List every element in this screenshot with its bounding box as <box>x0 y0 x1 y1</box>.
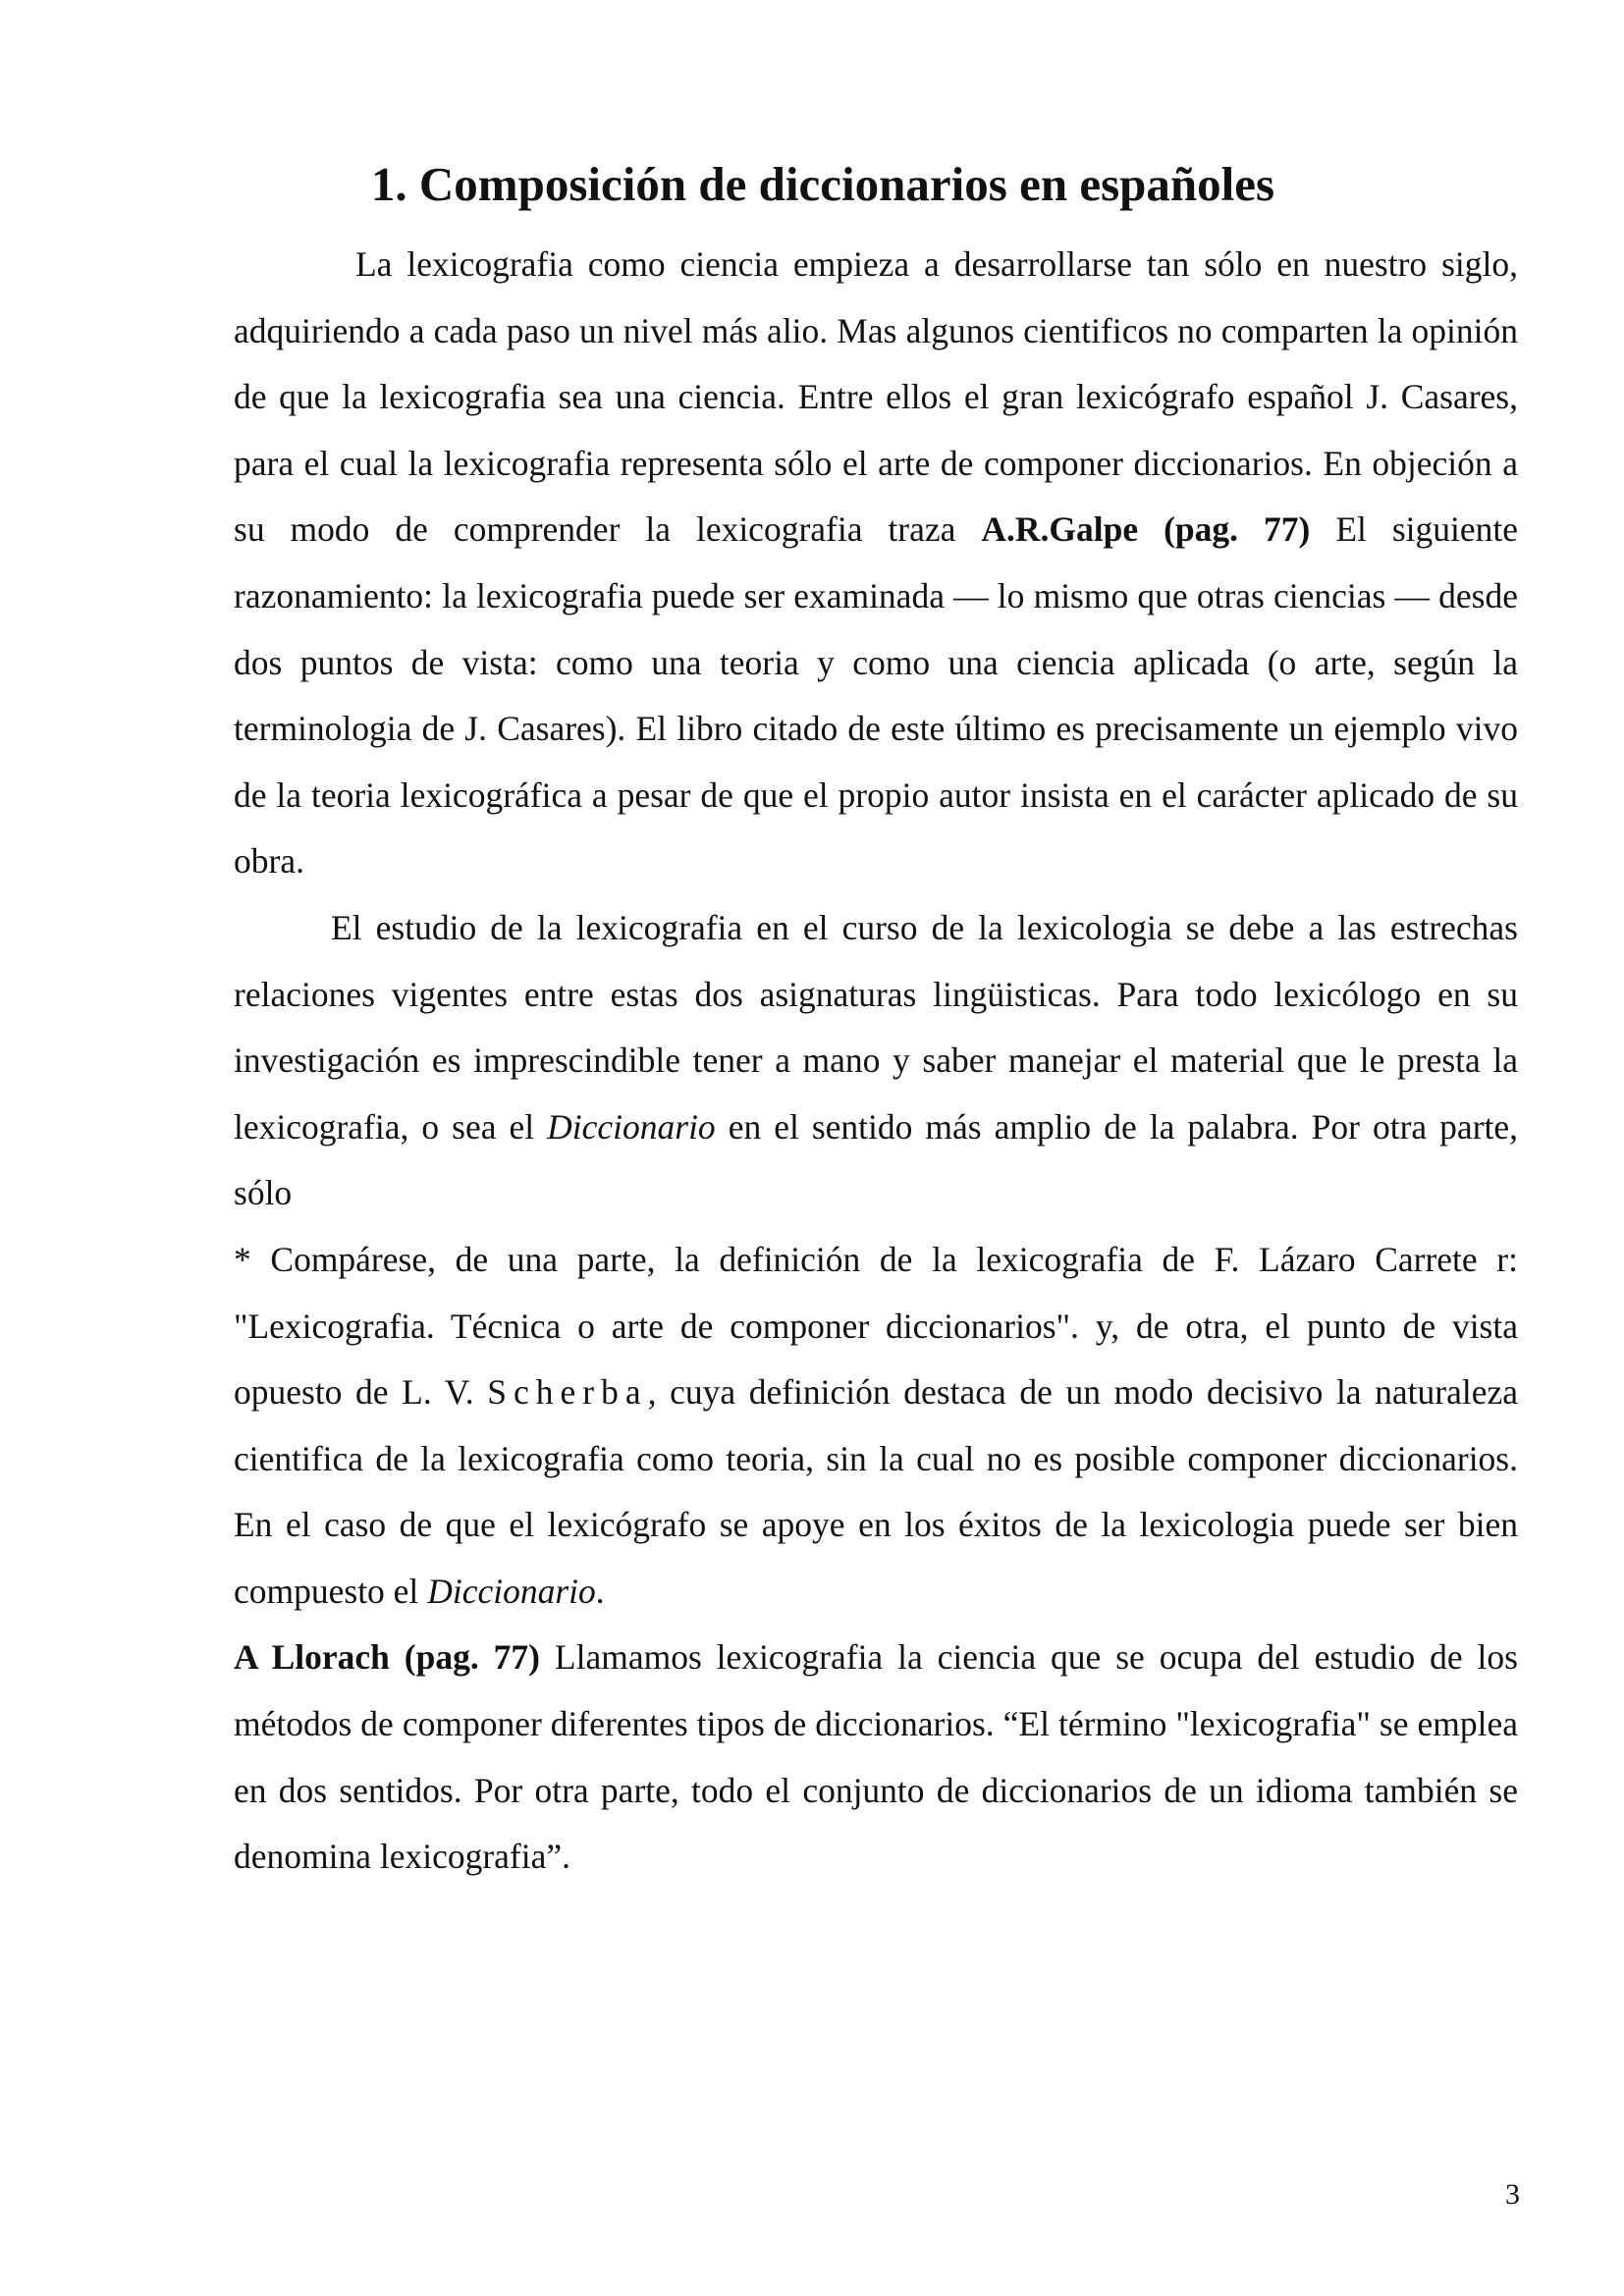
paragraph-3 <box>234 1625 1518 1890</box>
footnote-spaced-name: Scherba <box>487 1372 648 1413</box>
paragraph-2 <box>234 895 1518 1227</box>
paragraph-2-text-start: El estudio de la lexicografia en el curso de la lexicologia se debe a las estrechas relaciones vigentes entre estas dos asignaturas lingüisticas. Para todo lexicólogo en su investigación es imprescindible tener a mano y saber manejar el material que le presta la lexicografia, o sea el <box>234 907 1518 1147</box>
body-text <box>234 232 1518 1891</box>
footnote-end: . <box>595 1571 605 1611</box>
footnote-text-start: * Compárese, de una parte, la definición de la lexicografia de F. Lázaro Carrete r: "Lexicografia. Técnica o arte de componer diccionarios". y, de otra, el punto de vista opuesto de L. V. <box>234 1239 1518 1413</box>
paragraph-2-text-end: en el sentido más amplio de la palabra. Por otra parte, sólo <box>234 1106 1519 1213</box>
paragraph-1-text-start: La lexicografia como ciencia empieza a desarrollarse tan sólo en nuestro siglo, adquiriendo a cada paso un nivel más alio. Mas algunos cientificos no comparten la opinión de que la lexicografia sea una ciencia. Entre ellos el gran lexicógrafo español J. Casares, para el cual la lexicografia representa sólo el arte de componer diccionarios. En objeción a su modo de comprender la lexicografia traza <box>234 244 1518 550</box>
citation-galpe: A.R.Galpe (pag. 77) <box>981 509 1311 550</box>
paragraph-3-text: Llamamos lexicografia la ciencia que se ocupa del estudio de los métodos de componer diferentes tipos de diccionarios. “El término "lexicografia" se emplea en dos sentidos. Por otra parte, todo el conjunto de diccionarios de un idioma también se denomina lexicografia”. <box>234 1637 1518 1877</box>
footnote-italic-term: Diccionario <box>427 1571 596 1611</box>
citation-llorach: A Llorach (pag. 77) <box>234 1637 540 1678</box>
section-title: 1. Composición de diccionarios en españoles <box>370 157 1275 211</box>
paragraph-2-italic-term: Diccionario <box>547 1106 716 1147</box>
footnote <box>234 1227 1518 1626</box>
page-number: 3 <box>1505 2178 1520 2211</box>
footnote-text-middle: , cuya definición destaca de un modo decisivo la naturaleza cientifica de la lexicografia como teoria, sin la cual no es posible componer diccionarios. En el caso de que el lexicógrafo se apoye en los éxitos de la lexicologia puede ser bien compuesto el <box>234 1372 1519 1611</box>
paragraph-1 <box>234 232 1518 895</box>
paragraph-1-text-end: El siguiente razonamiento: la lexicografia puede ser examinada — lo mismo que otras ciencias — desde dos puntos de vista: como una teoria y como una ciencia aplicada (o arte, según la terminologia de J. Casares). El libro citado de este último es precisamente un ejemplo vivo de la teoria lexicográfica a pesar de que el propio autor insista en el carácter aplicado de su obra. <box>234 509 1519 881</box>
